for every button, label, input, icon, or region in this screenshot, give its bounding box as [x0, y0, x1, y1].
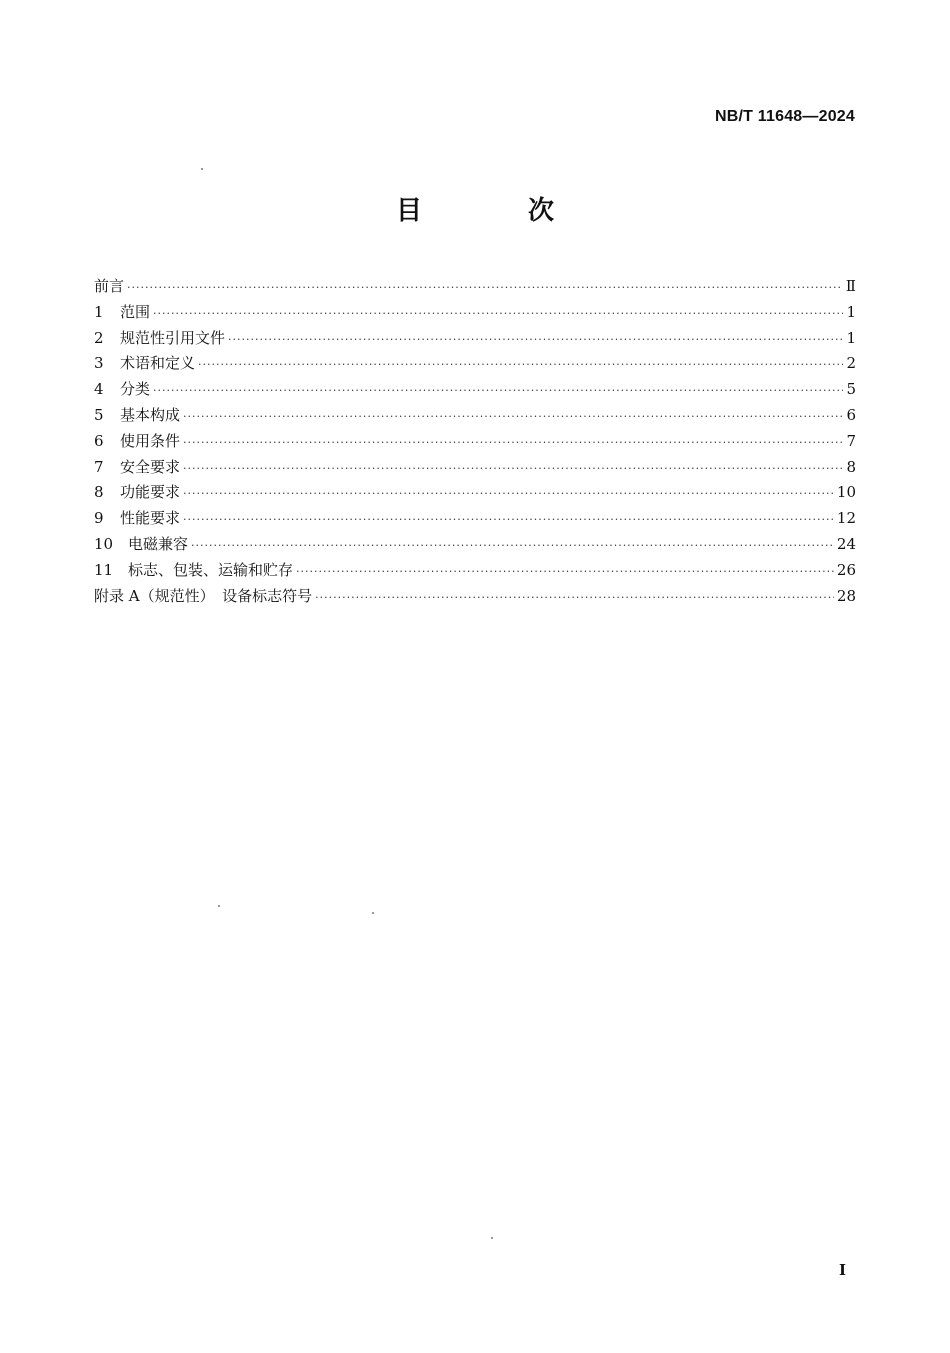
scan-speck	[491, 1237, 493, 1239]
toc-entry-9[interactable]	[94, 506, 856, 532]
toc-page: 1	[846, 302, 856, 321]
toc-leader-dots	[183, 430, 843, 456]
toc-number: 11	[94, 560, 114, 579]
toc-label: 基本构成	[120, 405, 181, 424]
toc-entry-8[interactable]	[94, 480, 856, 506]
toc-page: 6	[846, 405, 856, 424]
scan-speck	[218, 905, 220, 907]
toc-label: 使用条件	[120, 431, 181, 450]
toc-entry-3[interactable]	[94, 351, 856, 377]
toc-label: 范围	[120, 302, 151, 321]
toc-leader-dots	[228, 327, 843, 353]
toc-page: 2	[846, 354, 856, 373]
toc-entry-2[interactable]	[94, 326, 856, 352]
toc-number: 9	[94, 509, 104, 528]
toc-label: 功能要求	[120, 483, 181, 502]
toc-entry-11[interactable]	[94, 558, 856, 584]
toc-number: 1	[94, 302, 104, 321]
toc-entry-appendix-a[interactable]	[94, 584, 856, 610]
toc-number: 3	[94, 354, 104, 373]
toc-leader-dots	[315, 585, 834, 611]
toc-entry-4[interactable]	[94, 377, 856, 403]
toc-entry-7[interactable]	[94, 455, 856, 481]
toc-label: 安全要求	[120, 457, 181, 476]
page-number: I	[838, 1261, 846, 1279]
toc-page: 10	[836, 483, 856, 502]
toc-page: Ⅱ	[845, 277, 856, 295]
toc-page: 8	[846, 457, 856, 476]
toc-leader-dots	[153, 378, 843, 404]
toc-label: 性能要求	[120, 509, 181, 528]
toc-label: 附录 A（规范性） 设备标志符号	[94, 586, 313, 605]
table-of-contents	[94, 274, 856, 609]
standard-code: NB/T 11648—2024	[715, 108, 855, 125]
toc-leader-dots	[183, 456, 843, 482]
toc-page: 7	[846, 431, 856, 450]
toc-page: 1	[846, 328, 856, 347]
toc-number: 10	[94, 534, 114, 553]
toc-label: 术语和定义	[120, 354, 196, 373]
toc-leader-dots	[127, 275, 843, 301]
toc-leader-dots	[296, 559, 834, 585]
toc-label: 标志、包装、运输和贮存	[128, 560, 294, 579]
toc-number: 4	[94, 380, 104, 399]
toc-label: 规范性引用文件	[120, 328, 226, 347]
scan-speck	[372, 912, 374, 914]
toc-entry-1[interactable]	[94, 300, 856, 326]
toc-number: 8	[94, 483, 104, 502]
toc-page: 24	[836, 534, 856, 553]
toc-page: 5	[846, 380, 856, 399]
toc-leader-dots	[198, 352, 843, 378]
toc-leader-dots	[153, 301, 843, 327]
toc-page: 28	[836, 586, 856, 605]
toc-label: 前言	[94, 277, 125, 295]
toc-number: 7	[94, 457, 104, 476]
toc-leader-dots	[183, 481, 834, 507]
toc-leader-dots	[191, 533, 834, 559]
scan-speck	[201, 168, 203, 170]
toc-entry-6[interactable]	[94, 429, 856, 455]
toc-number: 5	[94, 405, 104, 424]
toc-number: 6	[94, 431, 104, 450]
toc-leader-dots	[183, 404, 843, 430]
toc-entry-5[interactable]	[94, 403, 856, 429]
toc-label: 电磁兼容	[128, 534, 189, 553]
toc-label: 分类	[120, 380, 151, 399]
page-title: 目 次	[395, 196, 594, 226]
toc-page: 12	[836, 509, 856, 528]
toc-entry-foreword[interactable]	[94, 274, 856, 300]
toc-leader-dots	[183, 507, 834, 533]
toc-entry-10[interactable]	[94, 532, 856, 558]
toc-page: 26	[836, 560, 856, 579]
toc-number: 2	[94, 328, 104, 347]
